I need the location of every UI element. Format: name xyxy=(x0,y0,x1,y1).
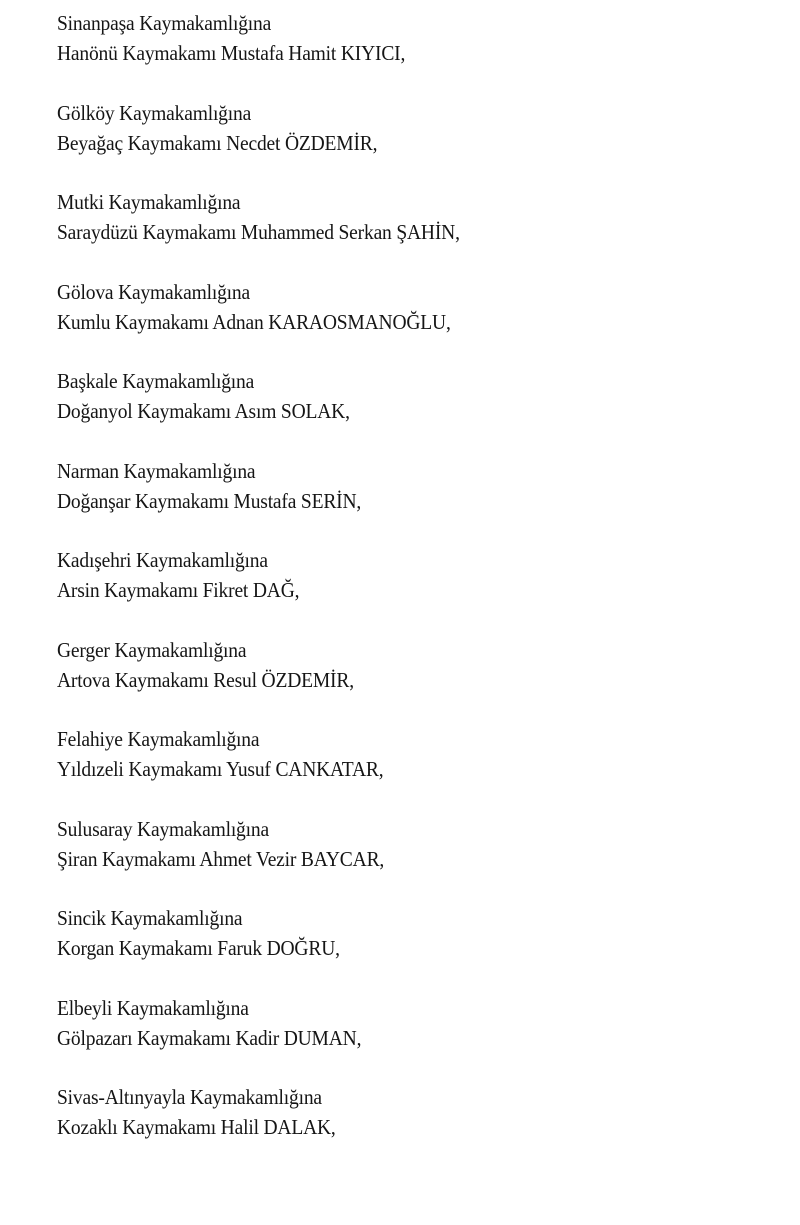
target-post: Gerger Kaymakamlığına xyxy=(57,637,247,662)
target-post: Felahiye Kaymakamlığına xyxy=(57,727,260,751)
appointment-entry xyxy=(57,187,757,277)
appointment-entry xyxy=(57,277,757,367)
appointee: Yıldızeli Kaymakamı Yusuf CANKATAR, xyxy=(57,757,384,781)
appointee: Hanönü Kaymakamı Mustafa Hamit KIYICI, xyxy=(57,41,406,65)
appointment-entry xyxy=(57,635,757,725)
appointment-entry xyxy=(57,814,757,904)
target-post: Sinanpaşa Kaymakamlığına xyxy=(57,11,272,35)
target-post: Gölova Kaymakamlığına xyxy=(57,279,250,304)
target-post: Narman Kaymakamlığına xyxy=(57,458,256,483)
appointment-entry xyxy=(57,366,757,456)
appointee: Gölpazarı Kaymakamı Kadir DUMAN, xyxy=(57,1025,362,1050)
appointment-entry xyxy=(57,1082,757,1172)
target-post: Sulusaray Kaymakamlığına xyxy=(57,816,269,841)
target-post: Başkale Kaymakamlığına xyxy=(57,369,255,393)
appointment-entry xyxy=(57,456,757,546)
appointee: Doğanşar Kaymakamı Mustafa SERİN, xyxy=(57,488,362,513)
appointment-entry xyxy=(57,903,757,993)
target-post: Elbeyli Kaymakamlığına xyxy=(57,995,249,1020)
appointment-entry xyxy=(57,98,757,188)
appointee: Arsin Kaymakamı Fikret DAĞ, xyxy=(57,578,300,602)
appointment-list xyxy=(57,8,757,1172)
appointee: Beyağaç Kaymakamı Necdet ÖZDEMİR, xyxy=(57,130,378,155)
appointment-entry xyxy=(57,993,757,1083)
target-post: Gölköy Kaymakamlığına xyxy=(57,100,252,125)
appointment-entry xyxy=(57,724,757,814)
appointee: Şiran Kaymakamı Ahmet Vezir BAYCAR, xyxy=(57,846,385,871)
appointee: Kumlu Kaymakamı Adnan KARAOSMANOĞLU, xyxy=(57,309,451,334)
appointment-entry xyxy=(57,8,757,98)
appointee: Saraydüzü Kaymakamı Muhammed Serkan ŞAHİN, xyxy=(57,220,460,244)
appointee: Korgan Kaymakamı Faruk DOĞRU, xyxy=(57,936,340,960)
target-post: Sivas-Altınyayla Kaymakamlığına xyxy=(57,1085,322,1109)
target-post: Mutki Kaymakamlığına xyxy=(57,190,241,214)
target-post: Sincik Kaymakamlığına xyxy=(57,906,243,930)
appointment-entry xyxy=(57,545,757,635)
appointee: Artova Kaymakamı Resul ÖZDEMİR, xyxy=(57,667,354,692)
appointee: Kozaklı Kaymakamı Halil DALAK, xyxy=(57,1115,336,1139)
appointee: Doğanyol Kaymakamı Asım SOLAK, xyxy=(57,399,350,423)
target-post: Kadışehri Kaymakamlığına xyxy=(57,548,268,572)
